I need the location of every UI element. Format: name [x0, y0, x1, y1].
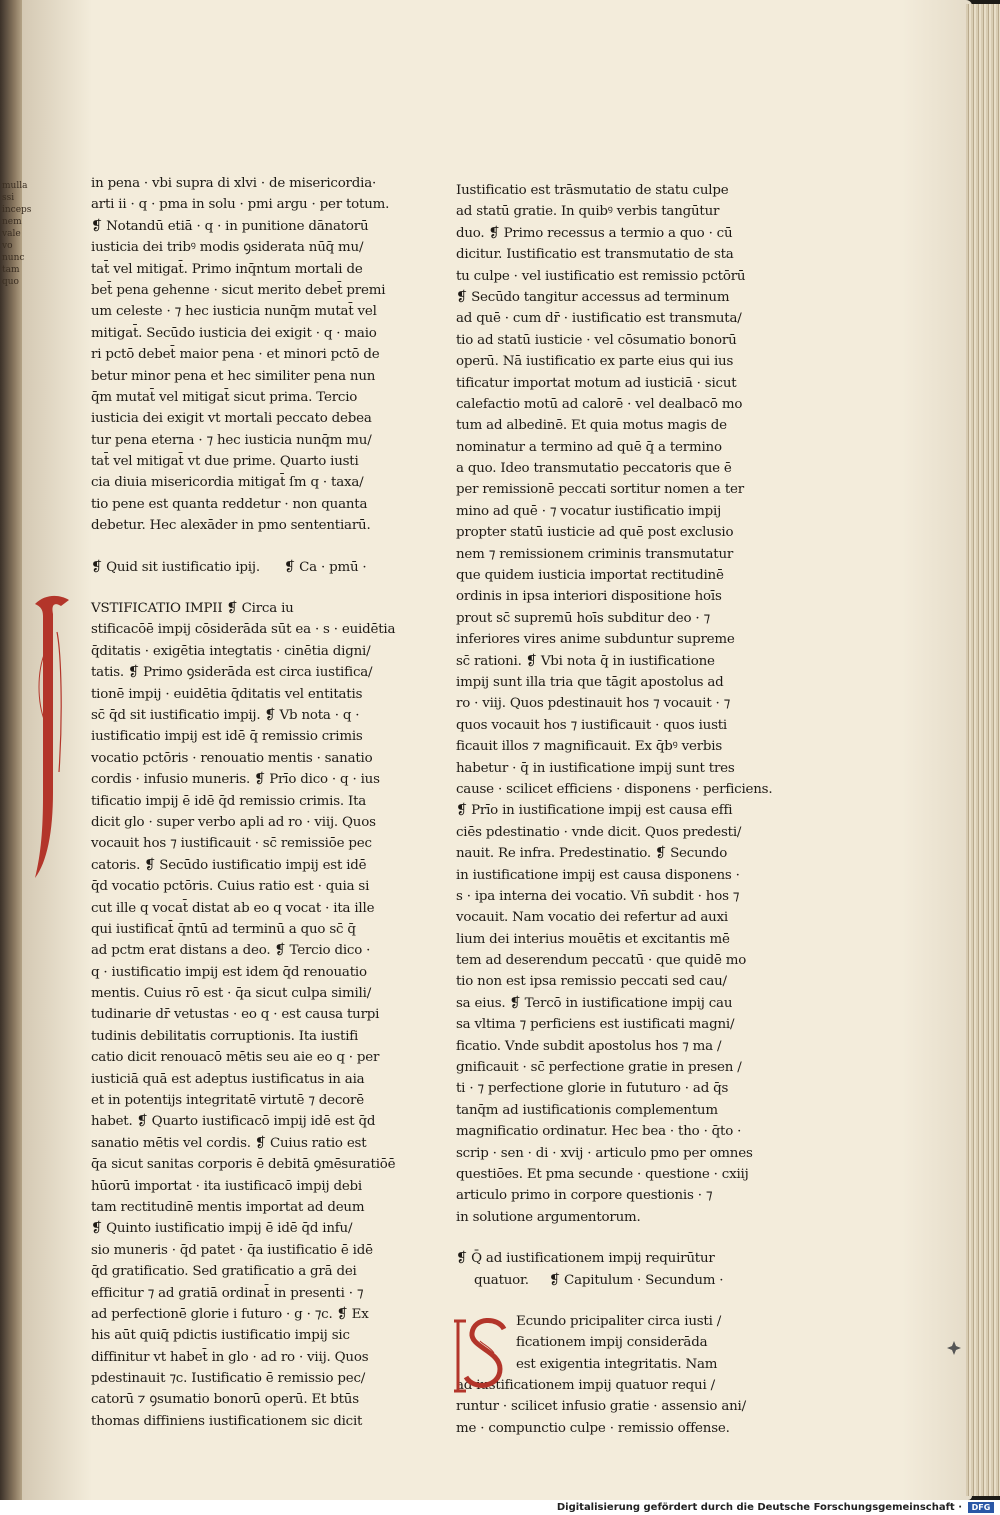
text-line: qui iustificat̄ q̄ntū ad terminū a quo sc̄ q̄ — [91, 921, 356, 937]
text-line: mentis. Cuius rō est · q̄a sicut culpa simili/ — [91, 986, 372, 1002]
text-line: iusticiā quā est adeptus iustificatus in aia — [91, 1071, 365, 1087]
margin-note-fragment — [2, 180, 32, 460]
text-line: me · compunctio culpe · remissio offense. — [456, 1420, 730, 1436]
text-line: duo. ❡ Primo recessus a termio a quo · cū — [456, 225, 733, 241]
right-column — [456, 180, 778, 1439]
text-line: bet̄ pena gehenne · sicut merito debet̄ premi — [91, 282, 386, 298]
text-line: vocatio pctōris · renouatio mentis · sanatio — [91, 750, 373, 766]
initial-S-icon — [450, 1311, 512, 1401]
text-line: thomas diffiniens iustificationem sic dicit — [91, 1413, 363, 1429]
chapter-1-body — [91, 598, 396, 1432]
text-line: ciēs pdestinatio · vnde dicit. Quos predesti/ — [456, 824, 742, 840]
chapter-2-number: ❡ Capitulum · Secundum · — [548, 1272, 724, 1288]
text-line: in pena · vbi supra di xlvi · de misericordia· — [91, 176, 377, 191]
text-line: a quo. Ideo transmutatio peccatoris que ē — [456, 461, 732, 477]
text-line: ad iustificationem impij quatuor requi / — [456, 1378, 715, 1394]
text-line: propter statū iusticie ad quē post exclusio — [456, 525, 734, 541]
text-line: lium dei interius mouētis et excitantis mē — [456, 931, 730, 947]
chapter-heading-2 — [456, 1248, 778, 1269]
text-line: tificatio impij ē idē q̄d remissio crimis. Ita — [91, 793, 367, 809]
text-line: vocauit hos ⁊ iustificauit · sc̄ remissiōe pec — [91, 836, 372, 852]
text-line: cia diuia misericordia mitigat̄ ſm q · taxa/ — [91, 475, 364, 491]
chapter-1-number: ❡ Ca · pmū · — [284, 559, 367, 575]
text-line: VSTIFICATIO IMPII ❡ Circa iu — [91, 601, 294, 617]
text-line: sa eius. ❡ Tercō in iustificatione impij cau — [456, 995, 733, 1011]
text-line: tanq̄m ad iustificationis complementum — [456, 1102, 718, 1118]
text-line: habetur · q̄ in iustificatione impij sunt tres — [456, 760, 735, 776]
text-line: q̄d gratificatio. Sed gratificatio a grā dei — [91, 1264, 357, 1280]
text-line: s · ipa interna dei vocatio. Vn̄ subdit · hos ⁊ — [456, 888, 740, 904]
text-line: magnificatio ordinatur. Hec bea · tho · q̄to · — [456, 1124, 742, 1140]
text-line: ❡ Prīo in iustificatione impij est causa effi — [456, 803, 733, 819]
text-line: Iustificatio est trāsmutatio de statu culpe — [456, 183, 729, 198]
text-line: tum ad albedinē. Et quia motus magis de — [456, 418, 727, 434]
text-line: tam rectitudinē mentis importat ad deum — [91, 1199, 365, 1215]
chapter-heading-2-cont — [456, 1270, 778, 1291]
text-line: calefactio motū ad calorē · vel dealbacō mo — [456, 396, 743, 412]
text-line: diffinitur vt habet̄ in glo · ad ro · viij. Quos — [91, 1349, 369, 1365]
text-line: cordis · infusio muneris. ❡ Prīo dico · q · ius — [91, 772, 380, 788]
chapter-2-title: ❡ Q̄ ad iustificationem impij requirūtur — [456, 1251, 715, 1267]
margin-note-text: mulla ssi inceps nem vale vo nunc tam quo — [2, 181, 32, 287]
text-line: ad statū gratie. In quibꝰ verbis tangūtur — [456, 204, 720, 220]
text-line: est exigentia integritatis. Nam — [516, 1356, 718, 1372]
text-line: nauit. Re infra. Predestinatio. ❡ Secundo — [456, 846, 728, 862]
text-line: iustificatio impij est idē q̄ remissio crimis — [91, 729, 363, 745]
library-mark — [946, 1340, 962, 1356]
chapter-1-title: ❡ Quid sit iustificatio ipij. — [91, 559, 260, 575]
text-line: pdestinauit ⁊c. Iustificatio ē remissio pec/ — [91, 1371, 366, 1387]
text-line: quos vocauit hos ⁊ iustificauit · quos iusti — [456, 717, 728, 733]
library-mark-icon — [946, 1340, 962, 1356]
text-line: iusticia dei exigit vt mortali peccato debea — [91, 411, 372, 427]
text-line: ri pctō debet̄ maior pena · et minori pctō de — [91, 347, 380, 363]
text-line: tio pene est quanta reddetur · non quanta — [91, 496, 368, 512]
text-line: tat̄ vel mitigat̄. Primo inq̄ntum mortali de — [91, 261, 363, 277]
text-line: tatis. ❡ Primo ꝯsiderāda est circa iustifica/ — [91, 665, 373, 681]
text-line: ad pctm erat distans a deo. ❡ Tercio dico · — [91, 943, 371, 959]
text-line: tio ad statū iusticie · vel cōsumatio bonorū — [456, 332, 737, 348]
dfg-logo: DFG — [968, 1502, 994, 1513]
text-line: gnificauit · sc̄ perfectione gratie in presen / — [456, 1060, 742, 1076]
text-line: catio dicit renouacō mētis seu aie eo q · per — [91, 1050, 380, 1066]
text-line: debetur. Hec alexāder in pmo sententiarū. — [91, 518, 371, 534]
text-line: dicit glo · super verbo apli ad ro · viij. Quos — [91, 814, 376, 830]
chapter-2-body — [456, 1311, 778, 1439]
text-line: tionē impij · euidētia q̄ditatis vel entitatis — [91, 686, 363, 702]
rubricated-initial-I — [31, 592, 71, 882]
chapter-heading-1 — [91, 557, 387, 578]
text-line: ordinis in ipsa interiori dispositione hoīs — [456, 589, 722, 605]
text-line: nominatur a termino ad quē q̄ a termino — [456, 439, 722, 455]
text-line: sio muneris · q̄d patet · q̄a iustificatio ē idē — [91, 1242, 373, 1258]
text-line: per remissionē peccati sortitur nomen a ter — [456, 482, 744, 498]
text-line: tudinis debilitatis corruptionis. Ita iustifi — [91, 1028, 359, 1044]
text-line: dicitur. Iustificatio est transmutatio de sta — [456, 247, 734, 263]
text-line: betur minor pena et hec similiter pena nun — [91, 368, 376, 384]
text-line: in iustificatione impij est causa disponens · — [456, 867, 740, 883]
text-line: hūorū importat · ita iustificacō impij debi — [91, 1178, 363, 1194]
left-column — [91, 173, 396, 1432]
text-line: ❡ Notandū etiā · q · in punitione dānatorū — [91, 218, 369, 234]
text-line: runtur · scilicet infusio gratie · assensio ani/ — [456, 1399, 746, 1415]
text-line: ❡ Secūdo tangitur accessus ad terminum — [456, 289, 730, 305]
text-line: sc̄ q̄d sit iustificatio impij. ❡ Vb nota · q · — [91, 707, 360, 723]
text-line: tudinarie dr̄ vetustas · eo q · est causa turpi — [91, 1007, 380, 1023]
chapter-2-title-cont: quatuor. — [474, 1272, 529, 1288]
text-line: in solutione argumentorum. — [456, 1209, 641, 1225]
text-line: catoris. ❡ Secūdo iustificatio impij est idē — [91, 857, 367, 873]
text-line: operū. Nā iustificatio ex parte eius qui ius — [456, 354, 734, 370]
text-line: ad perfectionē glorie i futuro · g · ⁊c. ❡ Ex — [91, 1306, 369, 1322]
text-line: iusticia dei tribꝰ modis ꝯsiderata nūq̄ mu/ — [91, 240, 364, 256]
left-paragraph-2 — [91, 598, 396, 1432]
text-line: cut ille q vocat̄ distat ab eo q vocat · ita ille — [91, 900, 375, 916]
text-line: sanatio mētis vel cordis. ❡ Cuius ratio est — [91, 1135, 367, 1151]
text-line: impij sunt illa tria que tāgit apostolus ad — [456, 674, 724, 690]
text-line: articulo primo in corpore questionis · ⁊ — [456, 1188, 713, 1204]
text-line: ro · viij. Quos pdestinauit hos ⁊ vocauit · ⁊ — [456, 696, 731, 712]
text-line: tat̄ vel mitigat̄ vt due prime. Quarto iusti — [91, 454, 359, 470]
text-line: et in potentijs integritatē virtutē ⁊ decorē — [91, 1093, 364, 1109]
text-line: ficauit illos ⁊ magnificauit. Ex q̄bꝰ verbis — [456, 739, 723, 755]
text-line: ad quē · cum dr̄ · iustificatio est transmuta/ — [456, 311, 742, 327]
right-paragraph-1 — [456, 180, 778, 1228]
text-line: cause · scilicet efficiens · disponens · perficiens. — [456, 781, 773, 797]
text-line: mitigat̄. Secūdo iusticia dei exigit · q · maio — [91, 325, 377, 341]
text-line: tificatur importat motum ad iusticiā · sicut — [456, 375, 737, 391]
text-line: prout sc̄ supremū hoīs subditur deo · ⁊ — [456, 610, 710, 626]
text-line: q̄m mutat̄ vel mitigat̄ sicut prima. Tercio — [91, 389, 358, 405]
text-line: nem ⁊ remissionem criminis transmutatur — [456, 546, 734, 562]
text-line: q̄ditatis · exigētia integtatis · cinētia digni/ — [91, 643, 371, 659]
text-line: ❡ Quinto iustificatio impij ē idē q̄d infu/ — [91, 1221, 353, 1237]
text-line: ti · ⁊ perfectione glorie in fututuro · ad q̄s — [456, 1081, 729, 1097]
text-line: inferiores vires anime subduntur supreme — [456, 632, 735, 648]
text-line: q · iustificatio impij est idem q̄d renouatio — [91, 964, 367, 980]
text-line: mino ad quē · ⁊ vocatur iustificatio impij — [456, 503, 722, 519]
text-line: habet. ❡ Quarto iustificacō impij idē est q̄d — [91, 1114, 376, 1130]
text-line: que quidem iusticia importat rectitudinē — [456, 568, 724, 584]
text-line: sc̄ rationi. ❡ Vbi nota q̄ in iustificatione — [456, 653, 715, 669]
text-line: Ecundo pricipaliter circa iusti / — [516, 1313, 722, 1329]
text-line: questiōes. Et pma secunde · questione · cxiij — [456, 1166, 749, 1182]
footer-credit: Digitalisierung gefördert durch die Deutsche Forschungsgemeinschaft · — [556, 1502, 962, 1513]
text-line: tem ad deserendum peccatū · que quidē mo — [456, 953, 747, 969]
text-line: ficationem impij considerāda — [516, 1335, 708, 1351]
text-line: efficitur ⁊ ad gratiā ordinat̄ in presenti · ⁊ — [91, 1285, 364, 1301]
text-line: his aūt quiq̄ pdictis iustificatio impij sic — [91, 1328, 350, 1344]
left-paragraph-1 — [91, 173, 390, 537]
text-line: ficatio. Vnde subdit apostolus hos ⁊ ma / — [456, 1038, 722, 1054]
text-line: catorū ⁊ ꝯsumatio bonorū operū. Et btūs — [91, 1392, 359, 1408]
text-line: tu culpe · vel iustificatio est remissio pctōrū — [456, 268, 746, 284]
rubricated-initial-S — [450, 1311, 512, 1401]
text-line: um celeste · ⁊ hec iusticia nunq̄m mutat̄ vel — [91, 304, 377, 320]
text-line: arti ii · q · pma in solu · pmi argu · per totum. — [91, 197, 390, 213]
text-line: tur pena eterna · ⁊ hec iusticia nunq̄m mu/ — [91, 432, 372, 448]
text-line: sa vltima ⁊ perficiens est iustificati magni/ — [456, 1017, 735, 1033]
initial-I-icon — [31, 592, 71, 882]
text-line: scrip · sen · di · xvij · articulo pmo per omnes — [456, 1145, 753, 1161]
text-line: q̄a sicut sanitas corporis ē debitā ꝯmēsuratiōē — [91, 1157, 396, 1173]
text-line: stificacōē impij cōsiderāda sūt ea · s · euidētia — [91, 622, 396, 638]
text-line: q̄d vocatio pctōris. Cuius ratio est · quia si — [91, 879, 370, 895]
text-line: tio non est ipsa remissio peccati sed cau/ — [456, 974, 727, 990]
page-stack-edge — [966, 4, 1000, 1496]
text-line: vocauit. Nam vocatio dei refertur ad auxi — [456, 910, 729, 926]
